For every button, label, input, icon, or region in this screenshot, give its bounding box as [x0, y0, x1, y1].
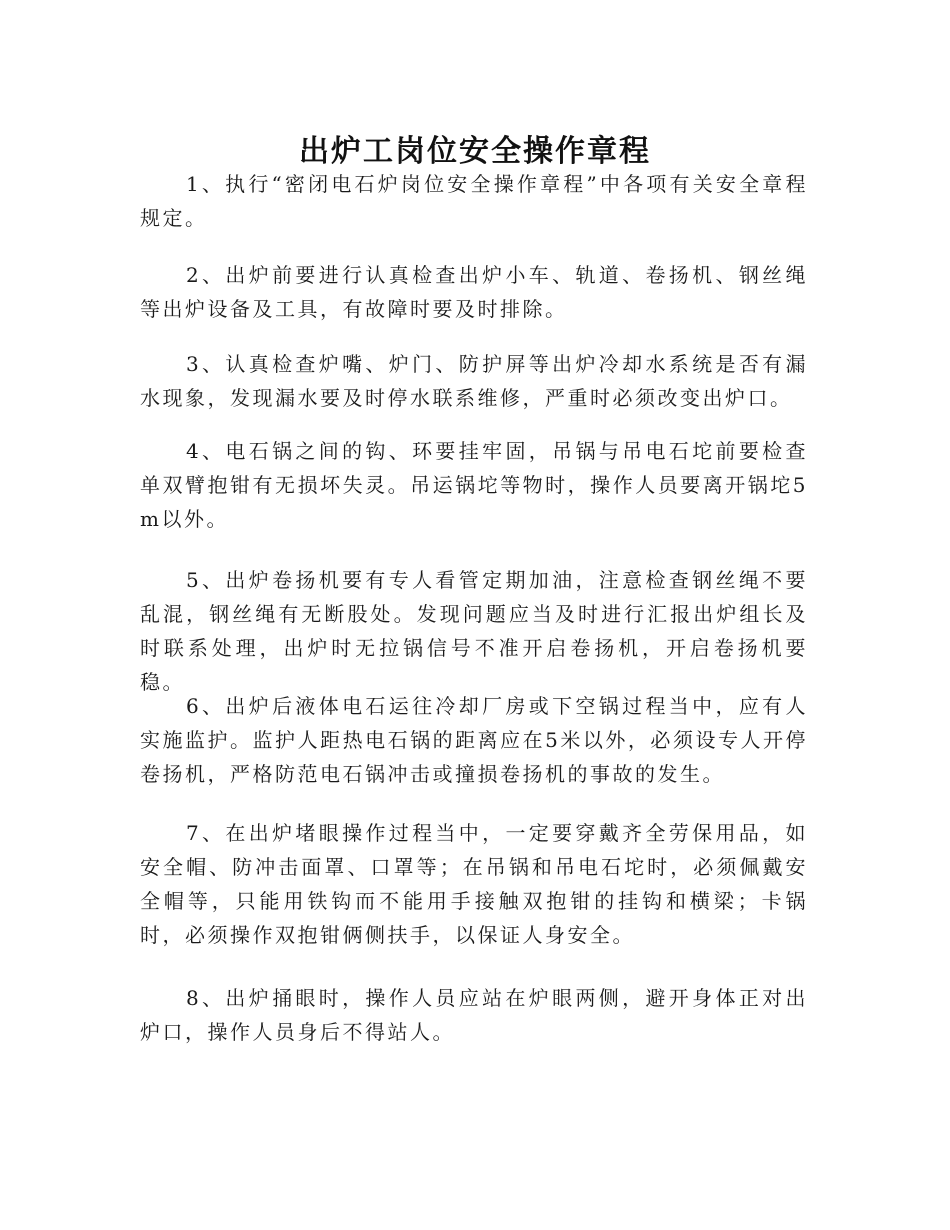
- rule-paragraph-5: 5、出炉卷扬机要有专人看管定期加油，注意检查钢丝绳不要乱混，钢丝绳有无断股处。发现问题应当及时进行汇报出炉组长及时联系处理，出炉时无拉锅信号不准开启卷扬机，开启卷扬机要稳。: [140, 568, 808, 694]
- page-title: 出炉工岗位安全操作章程: [299, 134, 651, 170]
- rule-paragraph-2: 2、出炉前要进行认真检查出炉小车、轨道、卷扬机、钢丝绳等出炉设备及工具，有故障时要及时排除。: [140, 263, 808, 321]
- rule-paragraph-4: 4、电石锅之间的钩、环要挂牢固，吊锅与吊电石坨前要检查单双臂抱钳有无损坏失灵。吊运锅坨等物时，操作人员要离开锅坨5m以外。: [140, 439, 808, 531]
- rule-paragraph-3: 3、认真检查炉嘴、炉门、防护屏等出炉冷却水系统是否有漏水现象，发现漏水要及时停水联系维修，严重时必须改变出炉口。: [140, 352, 808, 410]
- rule-paragraph-8: 8、出炉捅眼时，操作人员应站在炉眼两侧，避开身体正对出炉口，操作人员身后不得站人。: [140, 986, 808, 1044]
- rule-paragraph-7: 7、在出炉堵眼操作过程当中，一定要穿戴齐全劳保用品，如安全帽、防冲击面罩、口罩等；在吊锅和吊电石坨时，必须佩戴安全帽等，只能用铁钩而不能用手接触双抱钳的挂钩和横梁；卡锅时，必须操作双抱钳俩侧扶手，以保证人身安全。: [140, 821, 808, 947]
- rule-paragraph-6: 6、出炉后液体电石运往冷却厂房或下空锅过程当中，应有人实施监护。监护人距热电石锅的距离应在5米以外，必须设专人开停卷扬机，严格防范电石锅冲击或撞损卷扬机的事故的发生。: [140, 694, 808, 786]
- rule-paragraph-1: 1、执行“密闭电石炉岗位安全操作章程”中各项有关安全章程规定。: [140, 172, 808, 230]
